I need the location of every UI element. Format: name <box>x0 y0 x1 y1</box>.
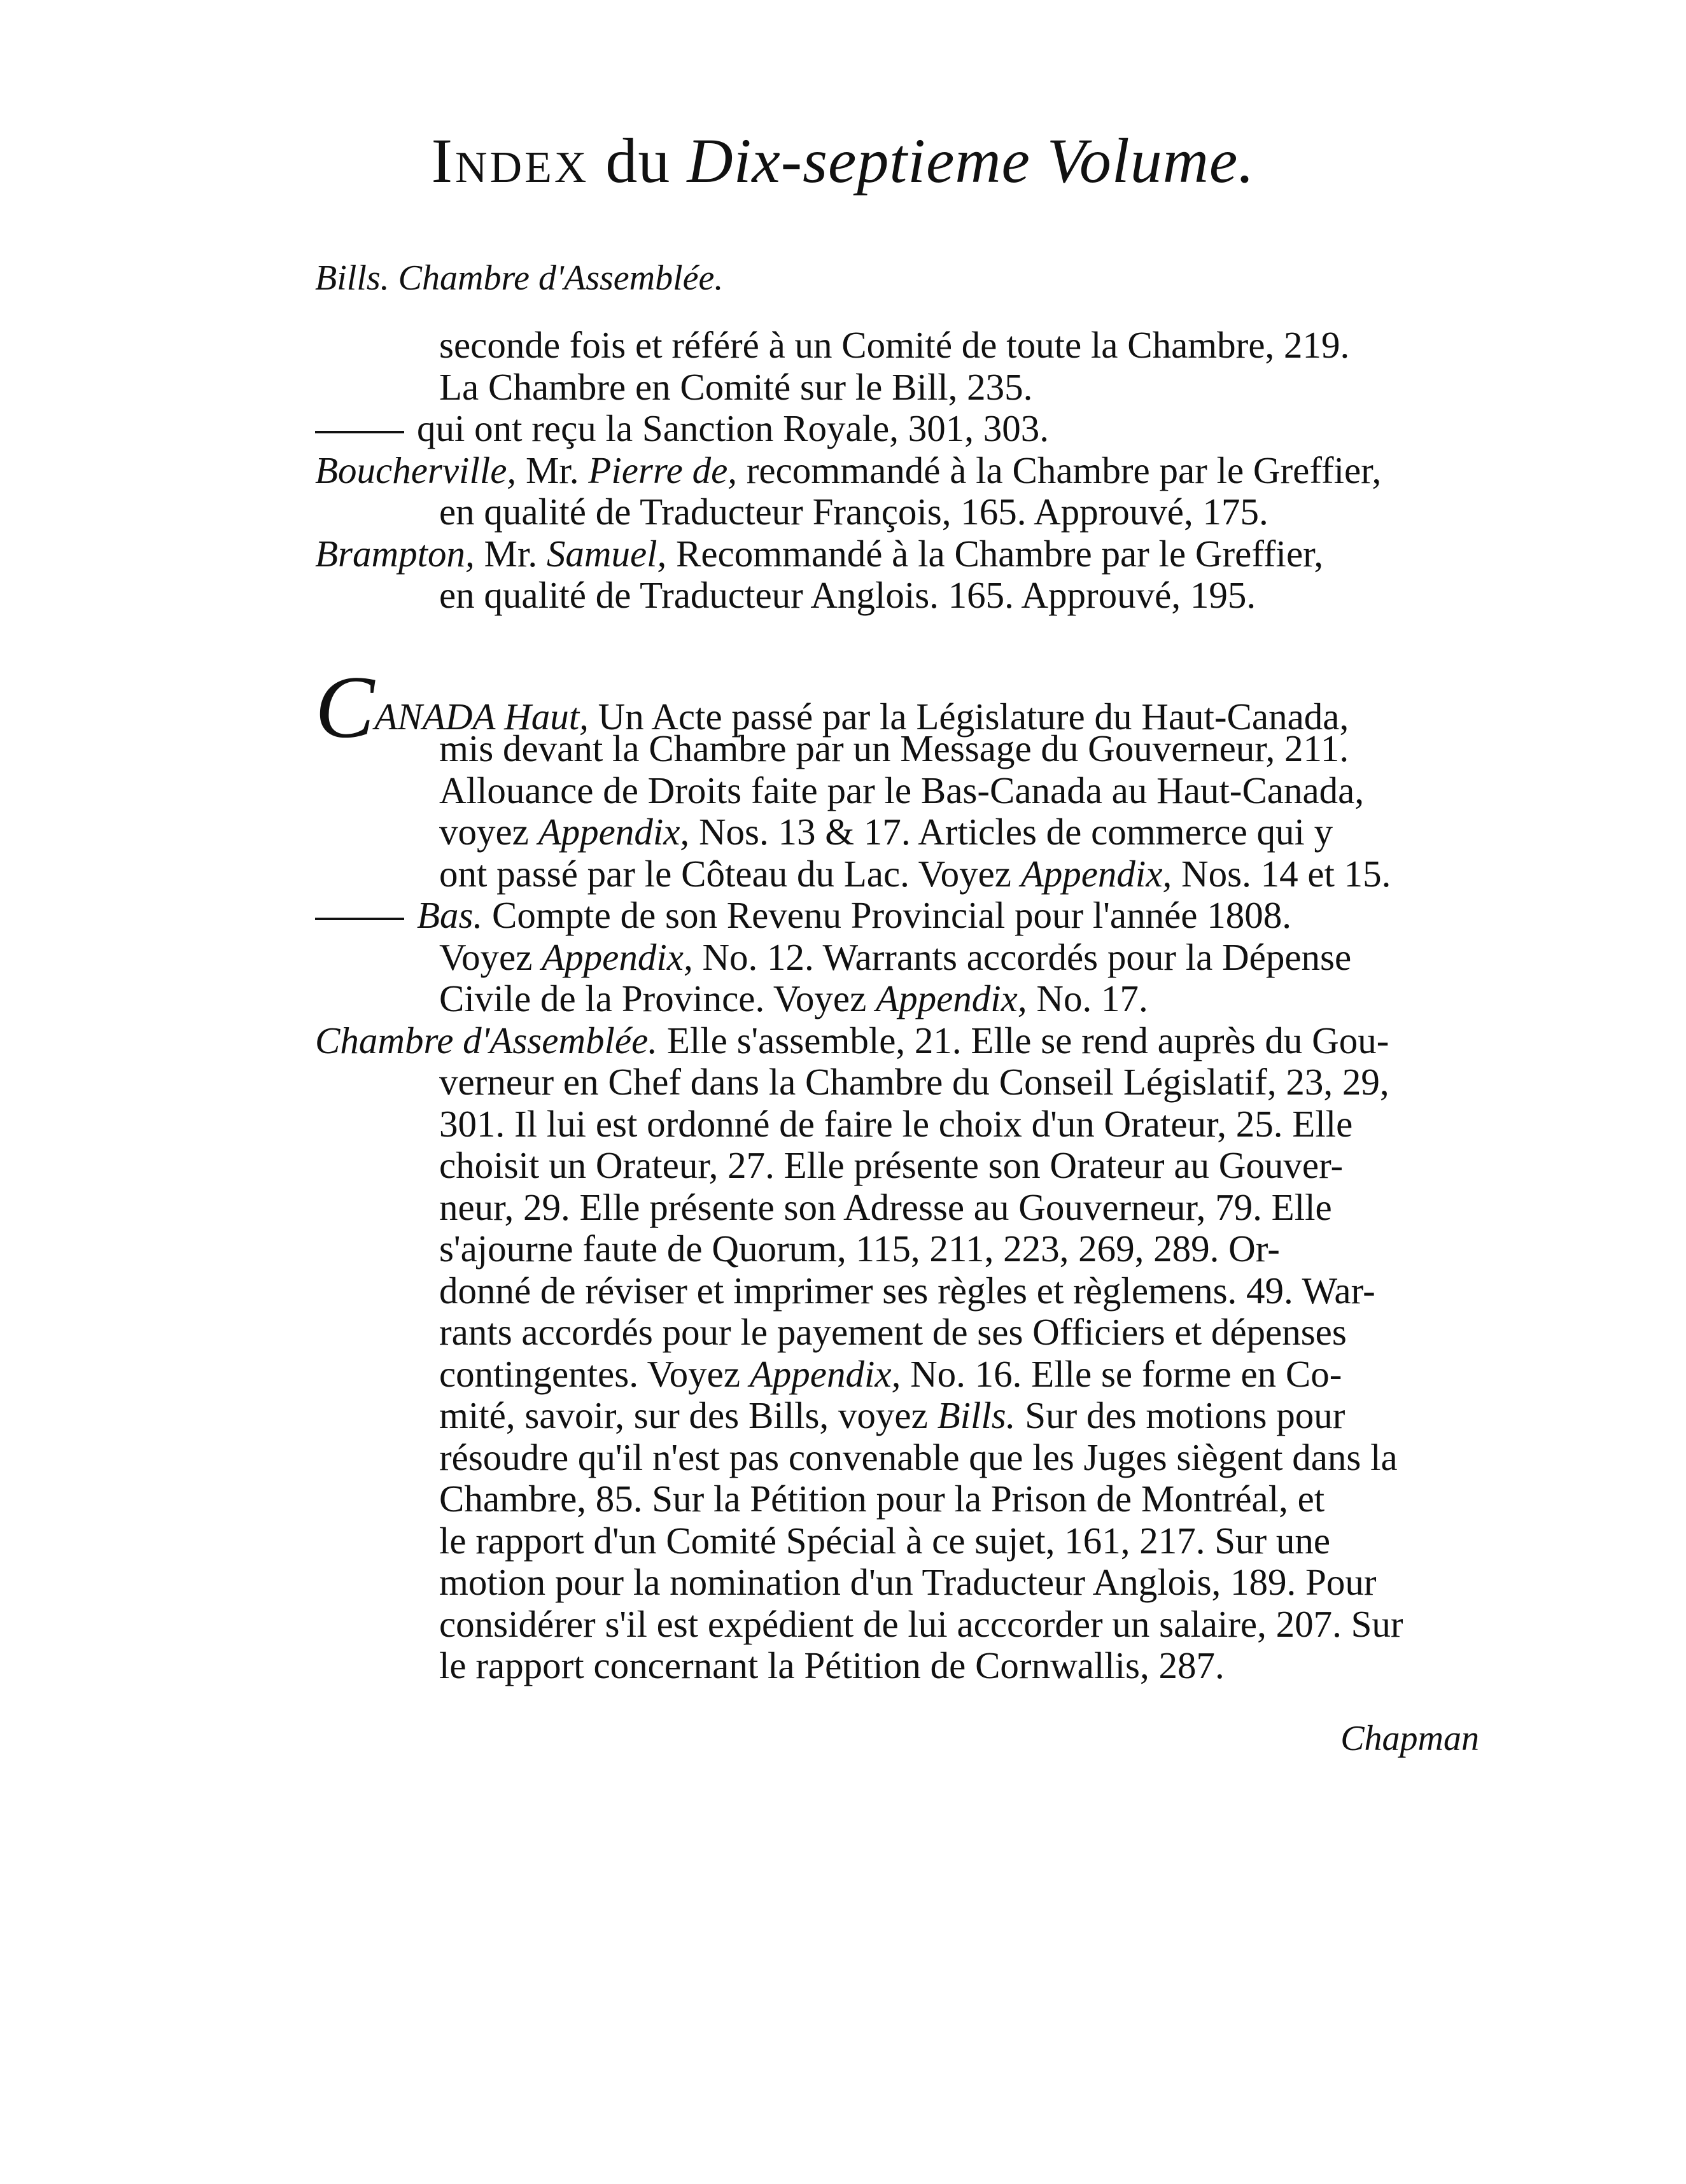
entry-text: recommandé à la Chambre par le Greffier, <box>737 449 1382 491</box>
section-gap <box>315 617 1483 687</box>
index-line-text: qui ont reçu la Sanction Royale, 301, 303. <box>417 407 1049 449</box>
entry-title: Mr. <box>474 532 547 575</box>
index-line: La Chambre en Comité sur le Bill, 235. <box>439 365 1033 408</box>
index-line: en qualité de Traducteur Anglois. 165. Approuvé, 195. <box>439 574 1256 616</box>
entry-text: Compte de son Revenu Provincial pour l'année 1808. <box>482 894 1291 936</box>
index-line-text: Voyez <box>439 935 542 978</box>
bills-ref: Bills. <box>937 1394 1016 1436</box>
index-line-text: Nos. 14 et 15. <box>1172 852 1391 895</box>
appendix-ref: Appendix, <box>1020 852 1172 895</box>
appendix-ref: Appendix, <box>749 1352 901 1395</box>
appendix-ref: Appendix, <box>542 935 693 978</box>
index-line <box>315 1354 1483 1396</box>
entry-text: Un Acte passé par la Législature du Haut-Canada, <box>588 695 1349 738</box>
title-index-word: Index <box>431 125 589 196</box>
index-line-text: contingentes. Voyez <box>439 1352 750 1395</box>
index-line-text: No. 17. <box>1027 977 1148 1019</box>
index-line <box>315 853 1483 895</box>
index-line: en qualité de Traducteur François, 165. Approuvé, 175. <box>439 491 1268 533</box>
entry-heading: ANADA Haut, <box>374 695 589 738</box>
running-head: Bills. Chambre d'Assemblée. <box>315 258 724 298</box>
entry-surname: Boucherville, <box>315 449 517 491</box>
index-line-text: Civile de la Province. Voyez <box>439 977 876 1019</box>
title-du-word: du <box>589 125 687 196</box>
drop-cap: C <box>315 657 375 757</box>
entry-title: Mr. <box>516 449 589 491</box>
index-line: s'ajourne faute de Quorum, 115, 211, 223, 269, 289. Or- <box>439 1228 1280 1270</box>
index-entry-chambre <box>315 1020 1483 1062</box>
em-dash-rule <box>315 431 404 433</box>
page-title <box>0 124 1686 197</box>
entry-text: Recommandé à la Chambre par le Greffier, <box>666 532 1324 575</box>
index-line-text: mité, savoir, sur des Bills, voyez <box>439 1394 938 1436</box>
index-line: considérer s'il est expédient de lui acccorder un salaire, 207. Sur <box>439 1602 1403 1645</box>
index-line-text: ont passé par le Côteau du Lac. Voyez <box>439 852 1021 895</box>
entry-given-name: Samuel, <box>546 532 667 575</box>
index-line: motion pour la nomination d'un Traducteur Anglois, 189. Pour <box>439 1561 1377 1603</box>
entry-given-name: Pierre de, <box>588 449 738 491</box>
appendix-ref: Appendix, <box>538 811 690 853</box>
index-line: seconde fois et référé à un Comité de toute la Chambre, 219. <box>439 324 1350 366</box>
index-line: neur, 29. Elle présente son Adresse au Gouverneur, 79. Elle <box>439 1186 1332 1228</box>
index-line: résoudre qu'il n'est pas convenable que les Juges siègent dans la <box>439 1436 1398 1478</box>
title-volume-words: Dix-septieme Volume. <box>687 125 1255 196</box>
index-line: verneur en Chef dans la Chambre du Conseil Législatif, 23, 29, <box>439 1061 1389 1103</box>
catchword: Chapman <box>1340 1719 1479 1758</box>
index-line-text: No. 16. Elle se forme en Co- <box>901 1352 1342 1395</box>
index-line <box>315 408 1483 450</box>
index-line: Allouance de Droits faite par le Bas-Canada au Haut-Canada, <box>439 769 1365 811</box>
index-line-text: Sur des motions pour <box>1015 1394 1345 1436</box>
index-line <box>315 1395 1483 1437</box>
index-line-text: Nos. 13 & 17. Articles de commerce qui y <box>689 811 1333 853</box>
entry-heading: Chambre d'Assemblée. <box>315 1019 658 1061</box>
index-entries <box>315 325 1483 1687</box>
entry-surname: Brampton, <box>315 532 475 575</box>
index-line: donné de réviser et imprimer ses règles et règlemens. 49. War- <box>439 1269 1375 1312</box>
index-line <box>315 978 1483 1020</box>
index-line-text: No. 12. Warrants accordés pour la Dépense <box>692 935 1352 978</box>
index-line: le rapport d'un Comité Spécial à ce sujet, 161, 217. Sur une <box>439 1519 1331 1562</box>
index-line: mis devant la Chambre par un Message du Gouverneur, 211. <box>439 727 1349 769</box>
entry-heading: Bas. <box>417 894 483 936</box>
index-line-text: voyez <box>439 811 538 853</box>
index-line <box>315 937 1483 979</box>
index-entry-brampton <box>315 533 1483 575</box>
index-line: le rapport concernant la Pétition de Cornwallis, 287. <box>439 1644 1225 1686</box>
em-dash-rule <box>315 918 404 920</box>
index-line: Chambre, 85. Sur la Pétition pour la Prison de Montréal, et <box>439 1478 1325 1520</box>
index-line <box>315 811 1483 853</box>
appendix-ref: Appendix, <box>876 977 1027 1019</box>
index-line: 301. Il lui est ordonné de faire le choix d'un Orateur, 25. Elle <box>439 1102 1353 1145</box>
index-entry-canada-bas <box>315 895 1483 937</box>
index-line: rants accordés pour le payement de ses Officiers et dépenses <box>439 1311 1347 1353</box>
entry-text: Elle s'assemble, 21. Elle se rend auprès du Gou- <box>657 1019 1389 1061</box>
index-entry-boucherville <box>315 450 1483 492</box>
index-line: choisit un Orateur, 27. Elle présente son Orateur au Gouver- <box>439 1144 1344 1186</box>
